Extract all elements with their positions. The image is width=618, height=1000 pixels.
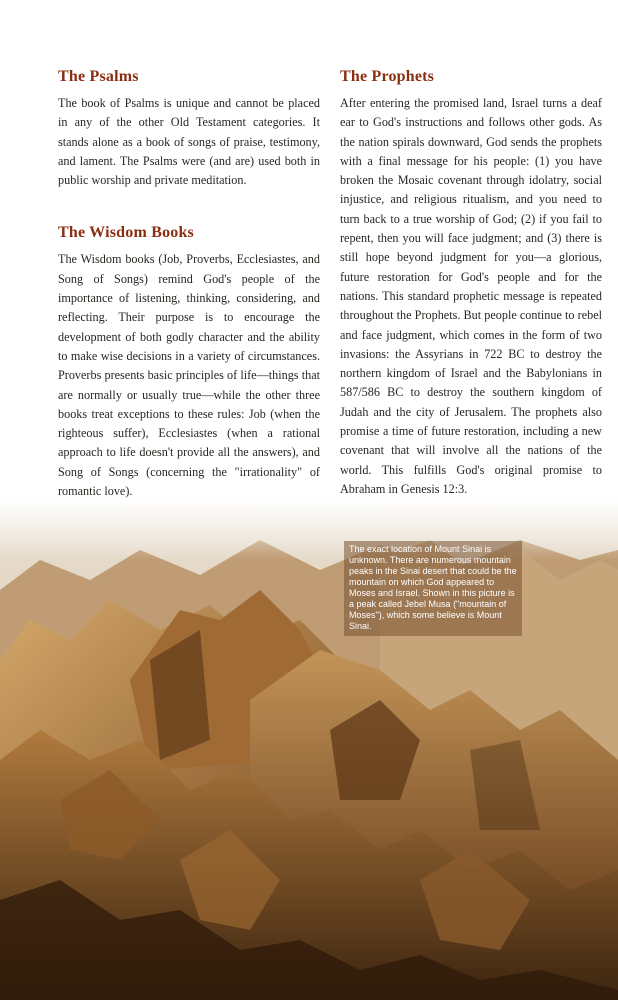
- psalms-heading: The Psalms: [58, 68, 139, 85]
- mountain-landscape-image: [0, 500, 618, 1000]
- wisdom-books-body: The Wisdom books (Job, Proverbs, Ecclesiastes, and Song of Songs) remind God's people of the importance of listening, thinking, considering, and reflecting. Their purpose is to encourage the development of both godly character and the ability to make wise decisions in a variety of circumstances. Proverbs presents basic principles of life—things that are normally or usually true—while the other three books treat exceptions to these rules: Job (when the righteous suffer), Ecclesiastes (when a rational approach to life doesn't provide all the answers), and Song of Songs (concerning the "irrationality" of romantic love).: [58, 252, 320, 499]
- left-column: [58, 68, 320, 501]
- wisdom-books-heading: The Wisdom Books: [58, 224, 194, 242]
- mount-sinai-photo: [0, 500, 618, 1000]
- photo-caption: The exact location of Mount Sinai is unknown. There are numerous mountain peaks in the Sinai desert that could be the mountain on which God appeared to Moses and Israel. Shown in this picture is a peak called Jebel Musa ("mountain of Moses"), which some believe is Mount Sinai.: [344, 541, 522, 636]
- prophets-body: After entering the promised land, Israel turns a deaf ear to God's instructions and follows other gods. As the nation spirals downward, God sends the prophets with a final message for his people: (1) you have broken the Mosaic covenant through idolatry, social injustice, and religious ritualism, and you need to turn back to a true worship of God; (2) if you fail to repent, then you will face judgment; and (3) there is still hope beyond judgment for you—a glorious, future restoration for God's people and for the nations. This standard prophetic message is repeated throughout the Prophets. But people continue to rebel and face judgment, which comes in the form of two invasions: the Assyrians in 722 BC to destroy the northern kingdom of Israel and the Babylonians in 587/586 BC to destroy the southern kingdom of Judah and the city of Jerusalem. The prophets also promise a time of future restoration, including a new covenant that will involve all the nations of the world. This fulfills God's original promise to Abraham in Genesis 12:3.: [340, 96, 602, 496]
- psalms-body: The book of Psalms is unique and cannot be placed in any of the other Old Testament categories. It stands alone as a book of songs of praise, testimony, and lament. The Psalms were (and are) used both in public worship and private meditation.: [58, 96, 320, 188]
- prophets-heading: The Prophets: [340, 68, 435, 85]
- right-column: [340, 68, 602, 499]
